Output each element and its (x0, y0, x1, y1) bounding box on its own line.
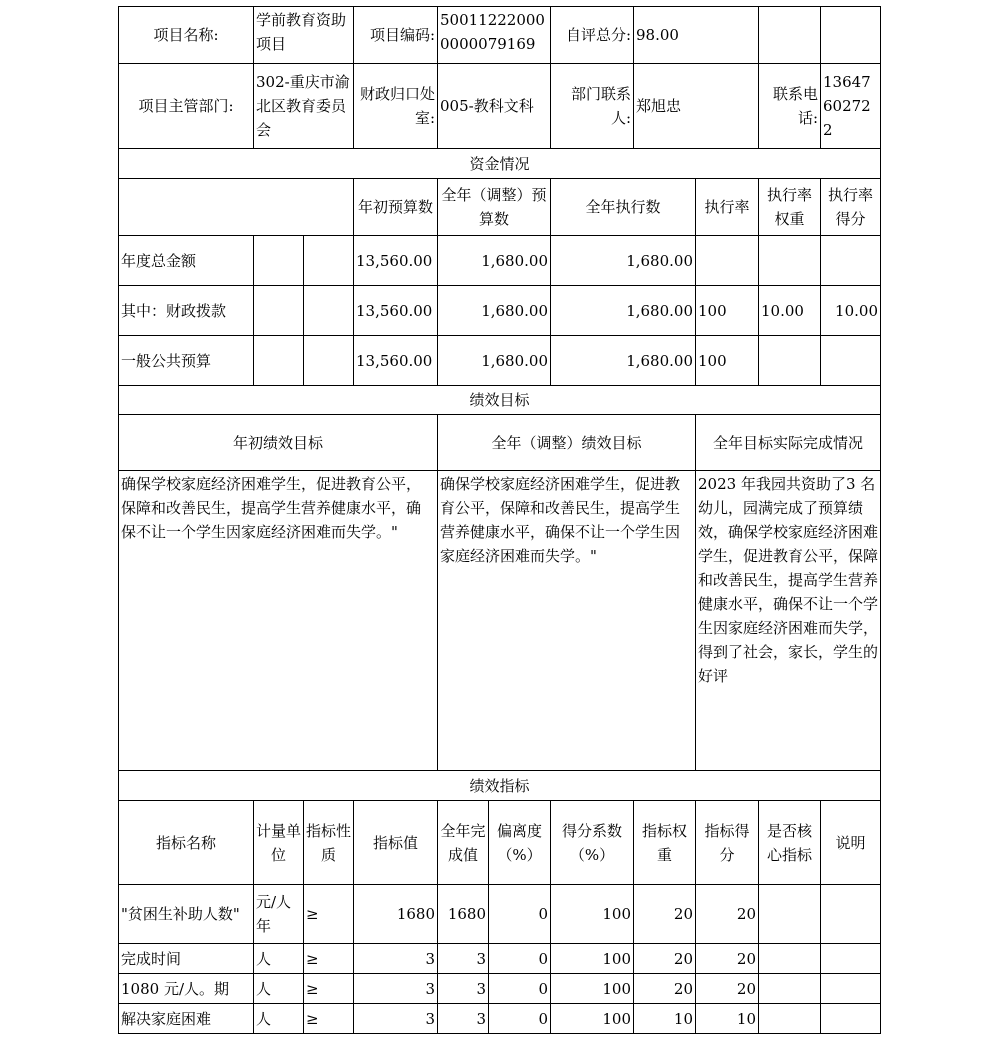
ind-done: 3 (438, 1004, 489, 1034)
ind-weight: 20 (634, 885, 696, 944)
ind-header-nature: 指标性质 (304, 801, 354, 885)
indicators-section-title: 绩效指标 (119, 771, 881, 801)
project-name: 学前教育资助项目 (254, 7, 354, 64)
ind-unit: 人 (254, 974, 304, 1004)
funds-adjusted: 1,680.00 (438, 236, 551, 286)
ind-core (759, 944, 821, 974)
finance: 005-教科文科 (438, 64, 551, 149)
table-row (119, 1004, 881, 1034)
self-score-label: 自评总分: (551, 7, 634, 64)
ind-note (821, 885, 881, 944)
table-row (119, 974, 881, 1004)
empty-cell (254, 236, 304, 286)
empty-cell (254, 336, 304, 386)
ind-deviation: 0 (489, 974, 551, 1004)
ind-done: 1680 (438, 885, 489, 944)
ind-note (821, 1004, 881, 1034)
funds-row-label: 其中：财政拨款 (119, 286, 254, 336)
ind-score: 20 (696, 974, 759, 1004)
funds-executed: 1,680.00 (551, 286, 696, 336)
empty-cell (304, 286, 354, 336)
funds-executed: 1,680.00 (551, 336, 696, 386)
ind-header-note: 说明 (821, 801, 881, 885)
finance-label: 财政归口处室: (354, 64, 438, 149)
ind-header-core: 是否核心指标 (759, 801, 821, 885)
ind-coefficient: 100 (551, 885, 634, 944)
ind-done: 3 (438, 974, 489, 1004)
ind-coefficient: 100 (551, 944, 634, 974)
dept-label: 项目主管部门: (119, 64, 254, 149)
funds-row-label: 年度总金额 (119, 236, 254, 286)
ind-score: 10 (696, 1004, 759, 1034)
ind-name: 1080 元/人。期 (119, 974, 254, 1004)
empty-cell (304, 236, 354, 286)
ind-coefficient: 100 (551, 1004, 634, 1034)
ind-weight: 20 (634, 974, 696, 1004)
ind-unit: 元/人年 (254, 885, 304, 944)
ind-header-name: 指标名称 (119, 801, 254, 885)
funds-score: 10.00 (821, 286, 881, 336)
funds-row-label: 一般公共预算 (119, 336, 254, 386)
funds-adjusted: 1,680.00 (438, 336, 551, 386)
funds-initial: 13,560.00 (354, 286, 438, 336)
goals-header-adjusted: 全年（调整）绩效目标 (438, 415, 696, 471)
ind-weight: 10 (634, 1004, 696, 1034)
ind-name: "贫困生补助人数" (119, 885, 254, 944)
funds-header-weight: 执行率权重 (759, 179, 821, 236)
funds-executed: 1,680.00 (551, 236, 696, 286)
empty-cell (304, 336, 354, 386)
ind-done: 3 (438, 944, 489, 974)
funds-header-adjusted: 全年（调整）预算数 (438, 179, 551, 236)
contact: 郑旭忠 (634, 64, 759, 149)
goals-adjusted: 确保学校家庭经济困难学生，促进教育公平，保障和改善民生，提高学生营养健康水平，确保不让一个学生因家庭经济困难而失学。" (438, 471, 696, 771)
goals-header-actual: 全年目标实际完成情况 (696, 415, 881, 471)
funds-rate (696, 236, 759, 286)
ind-value: 3 (354, 944, 438, 974)
self-score: 98.00 (634, 7, 759, 64)
phone-label: 联系电话: (759, 64, 821, 149)
funds-header-executed: 全年执行数 (551, 179, 696, 236)
ind-value: 3 (354, 1004, 438, 1034)
ind-score: 20 (696, 885, 759, 944)
empty-cell (119, 179, 354, 236)
phone: 13647602722 (821, 64, 881, 149)
ind-note (821, 944, 881, 974)
project-name-label: 项目名称: (119, 7, 254, 64)
ind-value: 3 (354, 974, 438, 1004)
goals-section-title: 绩效目标 (119, 386, 881, 415)
ind-note (821, 974, 881, 1004)
contact-label: 部门联系人: (551, 64, 634, 149)
funds-rate: 100 (696, 336, 759, 386)
funds-rate: 100 (696, 286, 759, 336)
ind-name: 完成时间 (119, 944, 254, 974)
funds-initial: 13,560.00 (354, 236, 438, 286)
ind-header-unit: 计量单位 (254, 801, 304, 885)
ind-coefficient: 100 (551, 974, 634, 1004)
ind-unit: 人 (254, 944, 304, 974)
funds-score (821, 236, 881, 286)
ind-header-done: 全年完成值 (438, 801, 489, 885)
funds-row (119, 286, 881, 336)
ind-nature: ≥ (304, 974, 354, 1004)
ind-weight: 20 (634, 944, 696, 974)
funds-header-rate: 执行率 (696, 179, 759, 236)
empty-cell (254, 286, 304, 336)
funds-score (821, 336, 881, 386)
ind-name: 解决家庭困难 (119, 1004, 254, 1034)
funds-row (119, 236, 881, 286)
ind-deviation: 0 (489, 1004, 551, 1034)
project-code: 500112220000000079169 (438, 7, 551, 64)
funds-section-title: 资金情况 (119, 149, 881, 179)
funds-header-initial: 年初预算数 (354, 179, 438, 236)
ind-deviation: 0 (489, 944, 551, 974)
dept: 302-重庆市渝北区教育委员会 (254, 64, 354, 149)
funds-adjusted: 1,680.00 (438, 286, 551, 336)
empty-cell (821, 7, 881, 64)
ind-nature: ≥ (304, 1004, 354, 1034)
ind-unit: 人 (254, 1004, 304, 1034)
performance-evaluation-table (118, 6, 881, 1034)
ind-nature: ≥ (304, 885, 354, 944)
funds-header-score: 执行率得分 (821, 179, 881, 236)
ind-header-value: 指标值 (354, 801, 438, 885)
ind-nature: ≥ (304, 944, 354, 974)
ind-header-deviation: 偏离度（%） (489, 801, 551, 885)
project-code-label: 项目编码: (354, 7, 438, 64)
goals-header-initial: 年初绩效目标 (119, 415, 438, 471)
funds-weight (759, 336, 821, 386)
ind-score: 20 (696, 944, 759, 974)
table-row (119, 944, 881, 974)
ind-core (759, 1004, 821, 1034)
funds-initial: 13,560.00 (354, 336, 438, 386)
empty-cell (759, 7, 821, 64)
table-row (119, 885, 881, 944)
ind-header-weight: 指标权重 (634, 801, 696, 885)
ind-header-coefficient: 得分系数（%） (551, 801, 634, 885)
ind-core (759, 974, 821, 1004)
funds-row (119, 336, 881, 386)
ind-value: 1680 (354, 885, 438, 944)
ind-deviation: 0 (489, 885, 551, 944)
ind-core (759, 885, 821, 944)
goals-actual: 2023 年我园共资助了3 名幼儿，园满完成了预算绩效，确保学校家庭经济困难学生，促进教育公平，保障和改善民生，提高学生营养健康水平，确保不让一个学生因家庭经济困难而失学，得到了社会，家长，学生的好评 (696, 471, 881, 771)
goals-initial: 确保学校家庭经济困难学生，促进教育公平，保障和改善民生，提高学生营养健康水平，确保不让一个学生因家庭经济困难而失学。" (119, 471, 438, 771)
funds-weight (759, 236, 821, 286)
funds-weight: 10.00 (759, 286, 821, 336)
ind-header-score: 指标得分 (696, 801, 759, 885)
